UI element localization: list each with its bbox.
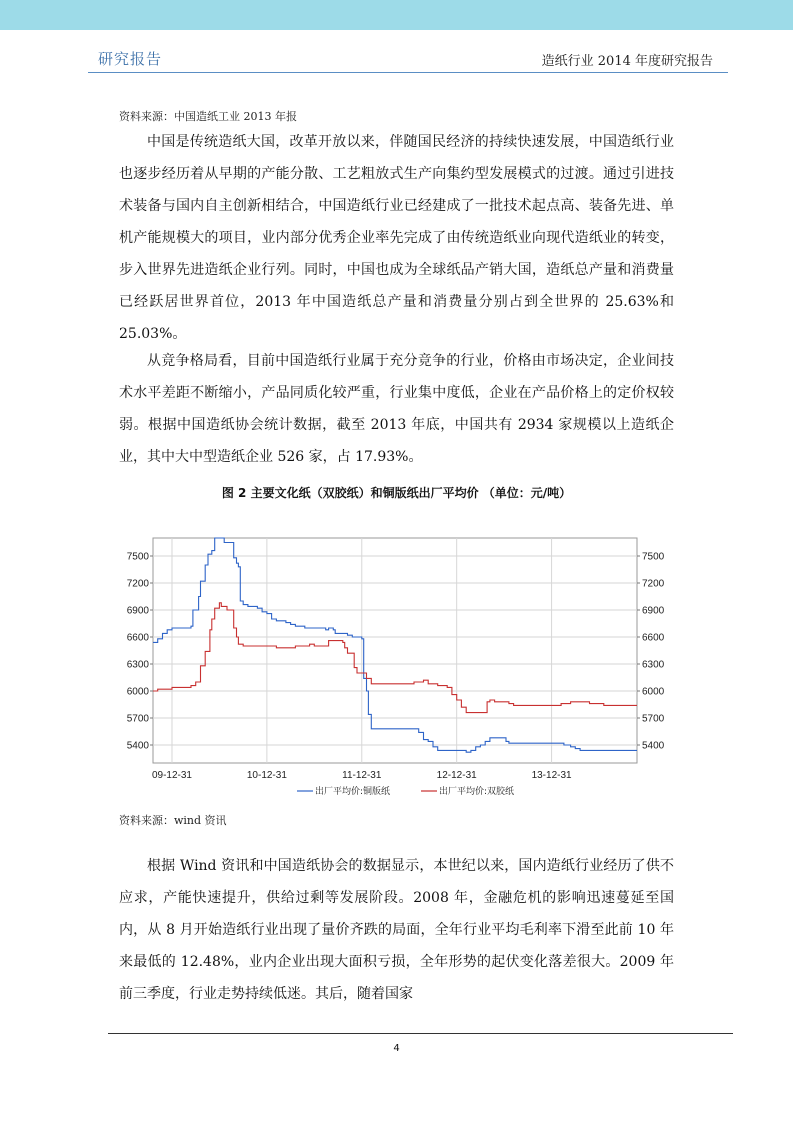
y-tick-label-right: 6300 — [642, 659, 665, 671]
y-tick-label-right: 7200 — [642, 578, 665, 590]
y-tick-label-right: 6600 — [642, 632, 665, 644]
header-divider — [88, 72, 728, 73]
x-tick-label: 11-12-31 — [342, 770, 382, 781]
y-tick-label-right: 5400 — [642, 740, 665, 752]
y-tick-label-right: 7500 — [642, 551, 665, 563]
source-note-chart: 资料来源：wind 资讯 — [119, 814, 227, 827]
x-tick-label: 12-12-31 — [436, 770, 477, 781]
y-tick-label-left: 6900 — [126, 605, 149, 617]
header-band — [0, 0, 793, 30]
legend-label: 出厂平均价:双胶纸 — [439, 787, 515, 797]
figure-title: 图 2 主要文化纸（双胶纸）和铜版纸出厂平均价 （单位：元/吨） — [221, 486, 572, 500]
y-tick-label-right: 5700 — [642, 713, 665, 725]
price-line-chart — [119, 528, 679, 808]
legend-label: 出厂平均价:铜版纸 — [315, 787, 391, 797]
y-tick-label-left: 7500 — [126, 551, 149, 563]
report-name: 造纸行业 2014 年度研究报告 — [541, 54, 713, 69]
x-tick-label: 09-12-31 — [151, 770, 192, 781]
y-tick-label-left: 7200 — [126, 578, 149, 590]
y-tick-label-right: 6900 — [642, 605, 665, 617]
x-tick-label: 10-12-31 — [246, 770, 287, 781]
paragraph-2: 从竞争格局看，目前中国造纸行业属于充分竞争的行业，价格由市场决定，企业间技术水平差距不断缩小，产品同质化较严重，行业集中度低，企业在产品价格上的定价权较弱。根据中国造纸协会统计数据，截至 2013 年底，中国共有 2934 家规模以上造纸企业，其中大中型造纸企业 526 家，占 17.93%。 — [119, 353, 674, 465]
paragraph-3: 根据 Wind 资讯和中国造纸协会的数据显示，本世纪以来，国内造纸行业经历了供不应求，产能快速提升，供给过剩等发展阶段。2008 年，金融危机的影响迅速蔓延至国内，从 8 月开始造纸行业出现了量价齐跌的局面，全年行业平均毛利率下滑至此前 10 年来最低的 12.48%，业内企业出现大面积亏损，全年形势的起伏变化落差很大。2009 年前三季度，行业走势持续低迷。其后，随着国家 — [119, 858, 674, 1002]
footer-divider — [108, 1033, 733, 1034]
y-tick-label-right: 6000 — [642, 686, 665, 698]
y-tick-label-left: 6600 — [126, 632, 149, 644]
y-tick-label-left: 5700 — [126, 713, 149, 725]
y-tick-label-left: 6300 — [126, 659, 149, 671]
paragraph-1: 中国是传统造纸大国，改革开放以来，伴随国民经济的持续快速发展，中国造纸行业也逐步经历着从早期的产能分散、工艺粗放式生产向集约型发展模式的过渡。通过引进技术装备与国内自主创新相结合，中国造纸行业已经建成了一批技术起点高、装备先进、单机产能规模大的项目，业内部分优秀企业率先完成了由传统造纸业向现代造纸业的转变，步入世界先进造纸企业行列。同时，中国也成为全球纸品产销大国，造纸总产量和消费量已经跃居世界首位，2013 年中国造纸总产量和消费量分别占到全世界的 25.63%和 25.03%。 — [119, 134, 674, 342]
report-type-title: 研究报告 — [98, 50, 163, 68]
source-note-top: 资料来源：中国造纸工业 2013 年报 — [119, 110, 297, 123]
x-tick-label: 13-12-31 — [531, 770, 572, 781]
page-number: 4 — [393, 1043, 400, 1054]
y-tick-label-left: 6000 — [126, 686, 149, 698]
y-tick-label-left: 5400 — [126, 740, 149, 752]
